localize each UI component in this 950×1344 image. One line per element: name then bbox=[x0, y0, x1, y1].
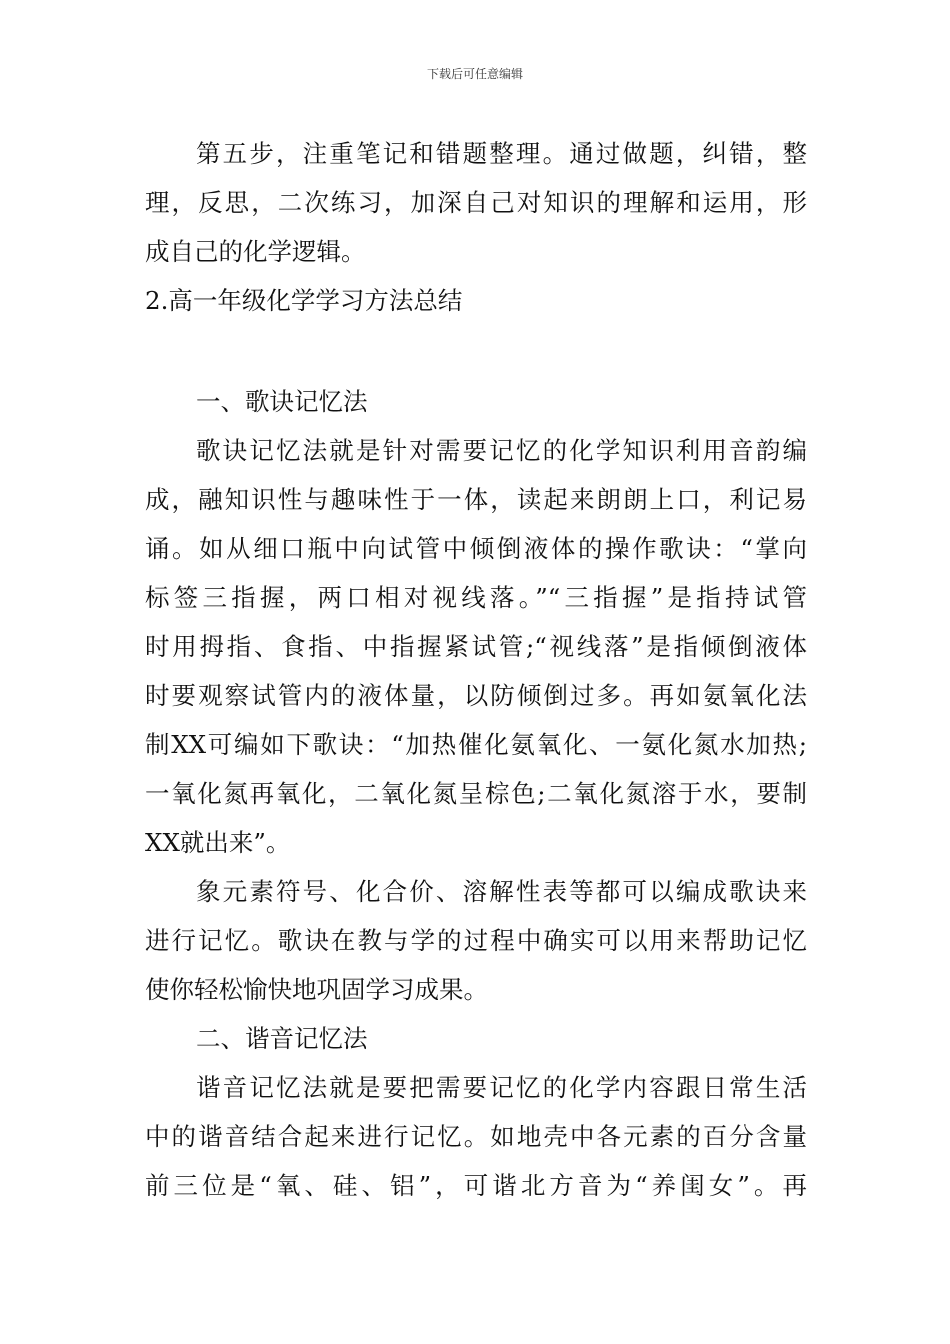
text-line: 使你轻松愉快地巩固学习成果。 bbox=[145, 975, 488, 1004]
subheading-mnemonic-rhyme: 一、歌诀记忆法 bbox=[196, 387, 368, 416]
paragraph-step-five bbox=[145, 129, 807, 276]
paragraph-rhyme-examples bbox=[145, 867, 807, 1014]
text-line: 中的谐音结合起来进行记忆。如地壳中各元素的百分含量 bbox=[145, 1122, 807, 1151]
text-line: 时要观察试管内的液体量，以防倾倒过多。再如氨氧化法 bbox=[145, 681, 807, 710]
text-line: 时用拇指、食指、中指握紧试管;“视线落”是指倾倒液体 bbox=[145, 632, 807, 661]
text-line: 前三位是“氧、硅、铝”，可谐北方音为“养闺女”。再 bbox=[145, 1171, 807, 1200]
section-heading: 2.高一年级化学学习方法总结 bbox=[145, 286, 463, 315]
text-line: 第五步，注重笔记和错题整理。通过做题，纠错，整 bbox=[196, 139, 807, 168]
text-line: 诵。如从细口瓶中向试管中倾倒液体的操作歌诀：“掌向 bbox=[145, 534, 807, 563]
spacer bbox=[145, 325, 807, 377]
paragraph-homophone-method bbox=[145, 1063, 807, 1210]
text-line: 谐音记忆法就是要把需要记忆的化学内容跟日常生活 bbox=[196, 1073, 807, 1102]
text-line: 象元素符号、化合价、溶解性表等都可以编成歌诀来 bbox=[196, 877, 807, 906]
text-line: 进行记忆。歌诀在教与学的过程中确实可以用来帮助记忆 bbox=[145, 926, 807, 955]
paragraph-rhyme-method bbox=[145, 426, 807, 867]
text-line: 歌诀记忆法就是针对需要记忆的化学知识利用音韵编 bbox=[196, 436, 807, 465]
text-line: 理，反思，二次练习，加深自己对知识的理解和运用，形 bbox=[145, 188, 807, 217]
page-header: 下载后可任意编辑 bbox=[426, 67, 523, 81]
text-line: 成自己的化学逻辑。 bbox=[145, 237, 366, 266]
text-line: 标签三指握，两口相对视线落。”“三指握”是指持试管 bbox=[145, 583, 807, 612]
document-body bbox=[145, 129, 807, 1210]
text-line: 一氧化氮再氧化，二氧化氮呈棕色;二氧化氮溶于水，要制 bbox=[145, 779, 807, 808]
text-line: 制XX可编如下歌诀：“加热催化氨氧化、一氨化氮水加热; bbox=[145, 730, 807, 759]
text-line: 成，融知识性与趣味性于一体，读起来朗朗上口，利记易 bbox=[145, 485, 807, 514]
subheading-homophone: 二、谐音记忆法 bbox=[196, 1024, 368, 1053]
text-line: XX就出来”。 bbox=[145, 828, 291, 857]
